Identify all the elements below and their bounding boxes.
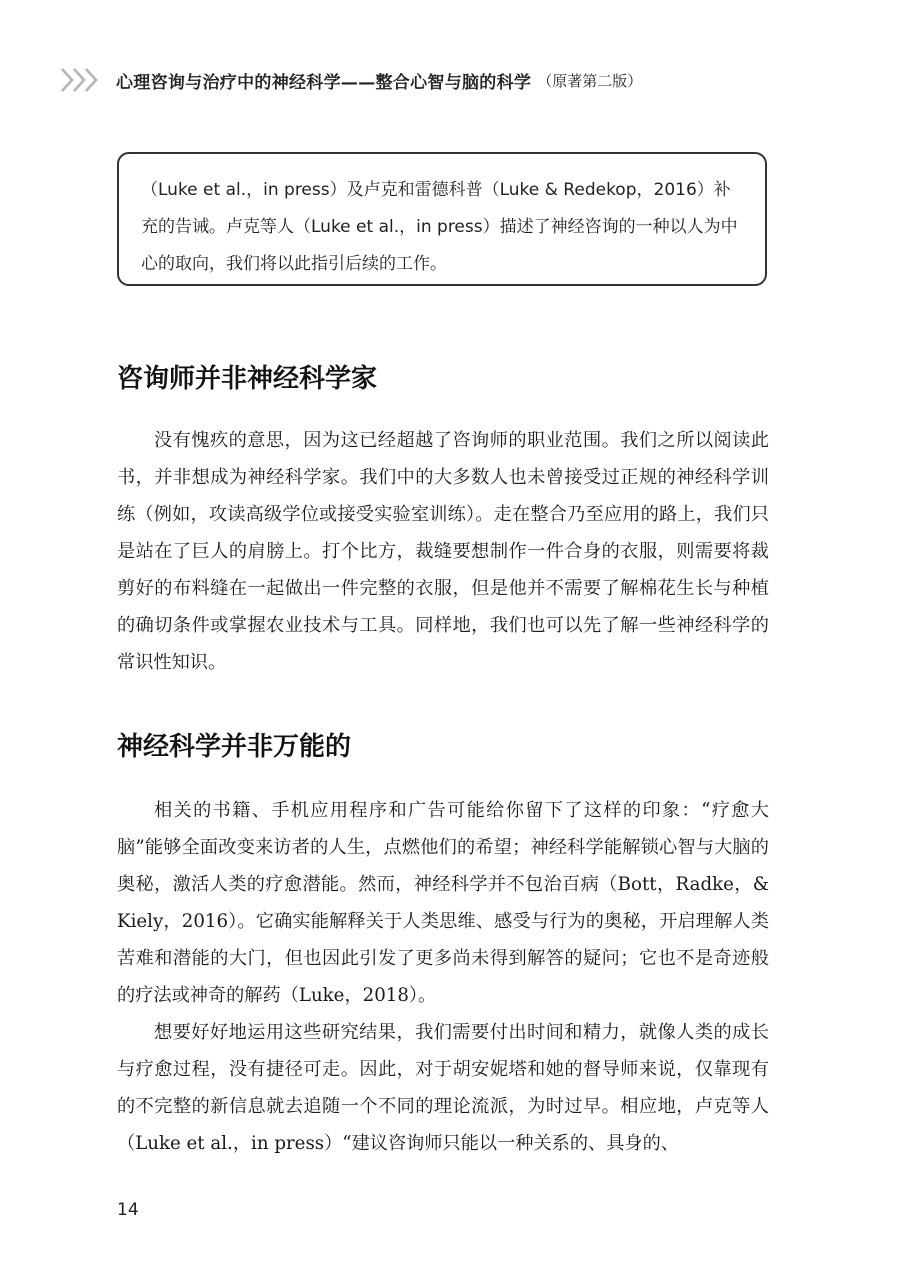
note-text: （Luke et al.，in press）及卢克和雷德科普（Luke & Redekop，2016）补充的告诫。卢克等人（Luke et al.，in press）描述了神经咨询的一种以人为中心的取向，我们将以此指引后续的工作。	[141, 180, 738, 274]
page-number: 14	[117, 1200, 139, 1220]
body-paragraph: 相关的书籍、手机应用程序和广告可能给你留下了这样的印象：“疗愈大脑”能够全面改变来访者的人生，点燃他们的希望；神经科学能解锁心智与大脑的奥秘，激活人类的疗愈潜能。然而，神经科学并不包治百病（Bott，Radke，& Kiely，2016）。它确实能解释关于人类思维、感受与行为的奥秘，开启理解人类苦难和潜能的大门，但也因此引发了更多尚未得到解答的疑问；它也不是奇迹般的疗法或神奇的解药（Luke，2018）。	[117, 800, 769, 1006]
body-paragraph: 想要好好地运用这些研究结果，我们需要付出时间和精力，就像人类的成长与疗愈过程，没有捷径可走。因此，对于胡安妮塔和她的督导师来说，仅靠现有的不完整的新信息就去追随一个不同的理论流派，为时过早。相应地，卢克等人（Luke et al.，in press）“建议咨询师只能以一种关系的、具身的、	[117, 1022, 769, 1154]
chevron-right-icon	[58, 66, 108, 94]
section-heading-neuroscience: 神经科学并非万能的	[117, 732, 352, 762]
note-box	[117, 152, 767, 286]
running-header	[58, 62, 858, 98]
book-title: 心理咨询与治疗中的神经科学——整合心智与脑的科学	[116, 72, 532, 93]
section-heading-counselors: 咨询师并非神经科学家	[117, 364, 378, 394]
body-paragraph: 没有愧疚的意思，因为这已经超越了咨询师的职业范围。我们之所以阅读此书，并非想成为神经科学家。我们中的大多数人也未曾接受过正规的神经科学训练（例如，攻读高级学位或接受实验室训练）。走在整合乃至应用的路上，我们只是站在了巨人的肩膀上。打个比方，裁缝要想制作一件合身的衣服，则需要将裁剪好的布料缝在一起做出一件完整的衣服，但是他并不需要了解棉花生长与种植的确切条件或掌握农业技术与工具。同样地，我们也可以先了解一些神经科学的常识性知识。	[117, 430, 769, 673]
book-edition: （原著第二版）	[537, 71, 643, 90]
